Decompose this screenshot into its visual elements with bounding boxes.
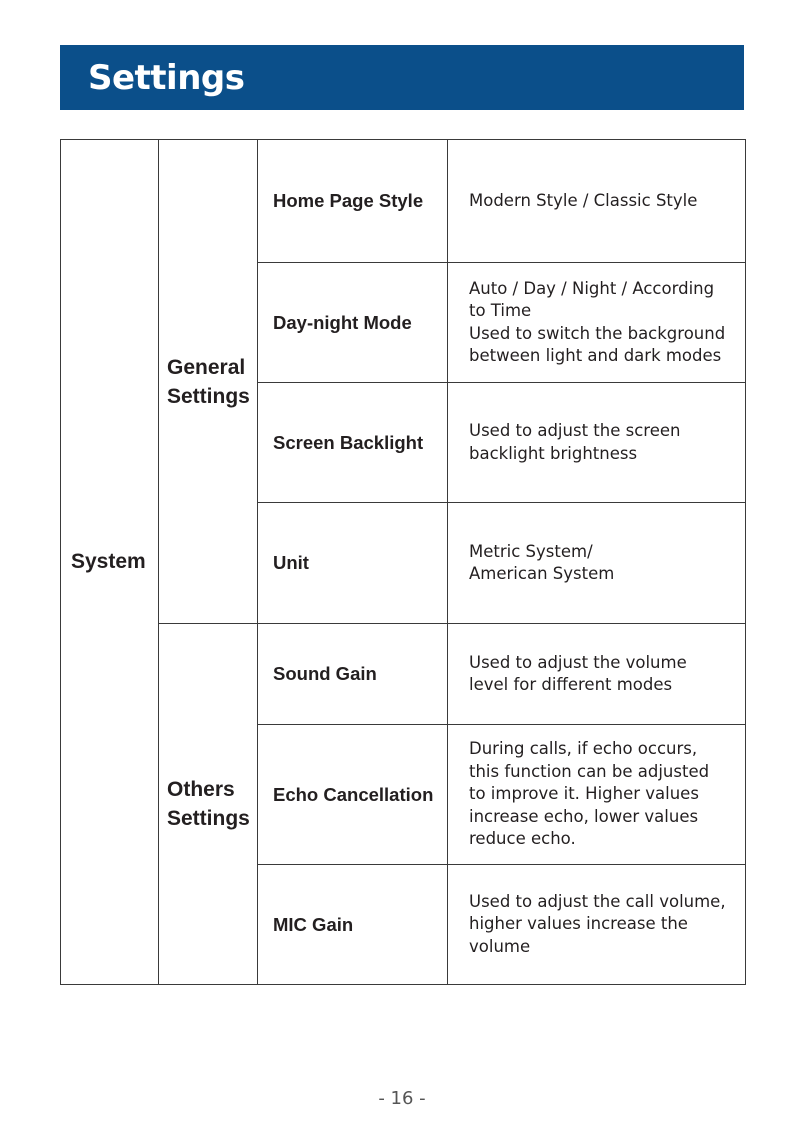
setting-name-cell bbox=[258, 383, 448, 503]
setting-name-cell bbox=[258, 865, 448, 985]
setting-description-cell bbox=[448, 383, 746, 503]
setting-name-echo-cancellation: Echo Cancellation bbox=[273, 783, 434, 805]
description-line: Used to switch the background bbox=[469, 323, 726, 343]
setting-name-sound-gain: Sound Gain bbox=[273, 663, 377, 684]
description-line: volume bbox=[469, 936, 531, 956]
page-title: Settings bbox=[88, 57, 245, 98]
setting-name-home-page-style: Home Page Style bbox=[273, 190, 424, 211]
table-row bbox=[61, 140, 746, 263]
description-line: Metric System/ bbox=[469, 541, 593, 561]
setting-name-day-night-mode: Day-night Mode bbox=[273, 311, 412, 333]
category-cell bbox=[61, 140, 159, 985]
page-number: - 16 - bbox=[378, 1088, 426, 1109]
setting-description-cell bbox=[448, 503, 746, 624]
description-line: increase echo, lower values bbox=[469, 806, 699, 826]
description-line: between light and dark modes bbox=[469, 346, 722, 365]
setting-name-cell bbox=[258, 725, 448, 865]
setting-description-cell bbox=[448, 263, 746, 383]
description-line: to Time bbox=[469, 301, 532, 320]
description-line: level for different modes bbox=[469, 675, 673, 694]
setting-name-cell bbox=[258, 503, 448, 624]
group-cell-others-settings bbox=[159, 624, 258, 985]
description-line: to improve it. Higher values bbox=[469, 784, 699, 804]
description-line: higher values increase the bbox=[469, 914, 688, 934]
description-line: Used to adjust the volume bbox=[469, 652, 687, 672]
setting-name-screen-backlight: Screen Backlight bbox=[273, 431, 424, 453]
description-line: During calls, if echo occurs, bbox=[469, 739, 698, 759]
setting-description-cell bbox=[448, 725, 746, 865]
setting-name-cell bbox=[258, 624, 448, 725]
description-line: Used to adjust the call volume, bbox=[469, 891, 726, 911]
group-label-line: Others bbox=[167, 778, 235, 801]
setting-description-cell bbox=[448, 865, 746, 985]
group-label-line: General bbox=[167, 355, 246, 379]
setting-name-unit: Unit bbox=[273, 552, 309, 573]
group-label-line: Settings bbox=[167, 384, 250, 408]
description-line: reduce echo. bbox=[469, 829, 576, 849]
setting-description-cell bbox=[448, 624, 746, 725]
table-row bbox=[61, 624, 746, 725]
setting-name-cell bbox=[258, 140, 448, 263]
description-line: Used to adjust the screen bbox=[469, 421, 681, 440]
description-line: Modern Style / Classic Style bbox=[469, 190, 698, 210]
description-line: backlight brightness bbox=[469, 443, 638, 463]
setting-name-cell bbox=[258, 263, 448, 383]
section-header-bar bbox=[60, 45, 744, 110]
group-label-line: Settings bbox=[167, 807, 250, 830]
group-cell-general-settings bbox=[159, 140, 258, 624]
category-label: System bbox=[71, 550, 146, 573]
setting-name-mic-gain: MIC Gain bbox=[273, 913, 354, 935]
description-line: Auto / Day / Night / According bbox=[469, 278, 715, 298]
description-line: this function can be adjusted bbox=[469, 761, 710, 781]
setting-description-cell bbox=[448, 140, 746, 263]
description-line: American System bbox=[469, 564, 615, 583]
settings-table bbox=[60, 139, 746, 985]
